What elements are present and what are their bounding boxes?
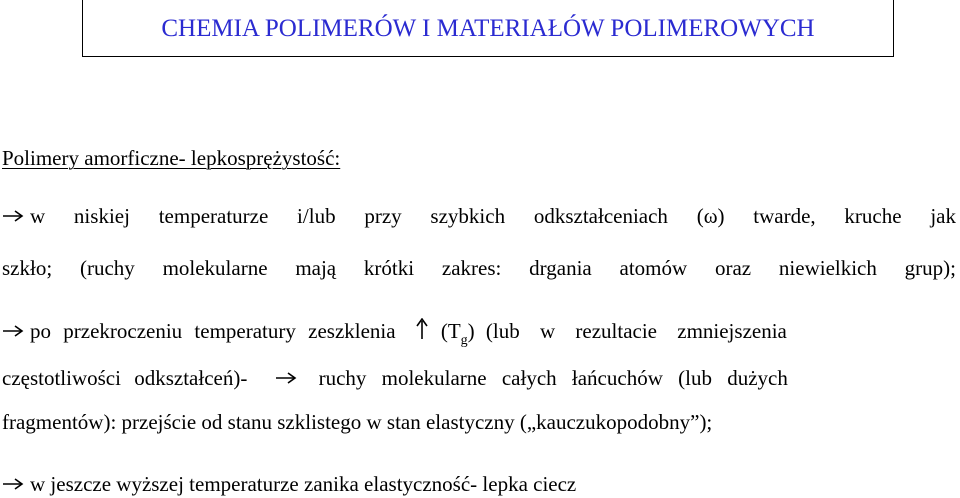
- para1-line2: szkło; (ruchy molekularne mają krótki zakres: drgania atomów oraz niewielkich grup);: [2, 256, 956, 280]
- para2-line1-b: (lub w rezultacie zmniejszenia: [485, 319, 787, 343]
- para1-line1: [2, 204, 956, 228]
- page-title: CHEMIA POLIMERÓW I MATERIAŁÓW POLIMEROWYCH: [161, 15, 815, 42]
- para2-line2-b: ruchy molekularne całych łańcuchów (lub dużych: [318, 366, 788, 390]
- up-arrow-icon: [415, 318, 429, 340]
- subheading: Polimery amorficzne- lepkosprężystość:: [2, 146, 341, 170]
- para3-line1: [2, 472, 576, 496]
- para1-line1-text: w niskiej temperaturze i/lub przy szybkich odkształceniach (ω) twarde, kruche jak: [30, 204, 956, 228]
- para2-line1-a: po przekroczeniu temperatury zeszklenia: [30, 319, 396, 343]
- right-arrow-icon: [2, 324, 24, 338]
- para2-line2-a: częstotliwości odkształceń)-: [2, 366, 248, 390]
- para3-line1-text: w jeszcze wyższej temperaturze zanika elastyczność- lepka ciecz: [30, 472, 577, 496]
- right-arrow-icon: [2, 209, 24, 223]
- tg-label: $(T_g)$: [440, 319, 475, 348]
- para2-line1: [2, 318, 956, 348]
- right-arrow-icon: [275, 371, 297, 385]
- para2-line3: fragmentów): przejście od stanu szklistego w stan elastyczny („kauczukopodobny”);: [2, 410, 713, 434]
- title-box: [82, 0, 894, 57]
- para2-line2: [2, 366, 956, 390]
- right-arrow-icon: [2, 477, 24, 491]
